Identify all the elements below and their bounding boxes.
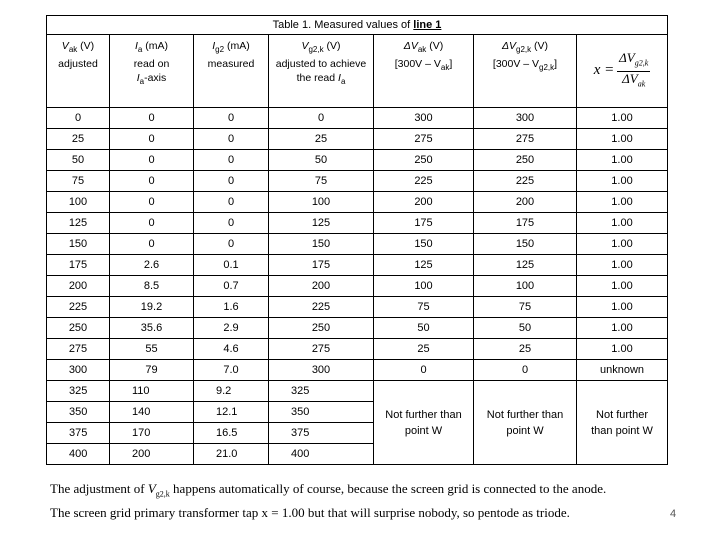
table-cell: 325 (269, 381, 374, 402)
table-caption-prefix: Table 1. Measured values of (272, 19, 411, 31)
table-cell: 400 (269, 444, 374, 465)
table-cell: 1.00 (577, 276, 668, 297)
table-cell: 375 (47, 423, 110, 444)
table-cell: 75 (474, 297, 577, 318)
table-cell: 125 (374, 255, 474, 276)
table-cell: 300 (374, 108, 474, 129)
table-cell: 1.00 (577, 192, 668, 213)
table-cell: 225 (474, 171, 577, 192)
header-ig2: $I_{g2}$ (mA) measured (194, 35, 269, 108)
table-row (47, 150, 668, 171)
table-cell: 50 (47, 150, 110, 171)
table-row (47, 213, 668, 234)
table-cell: 125 (269, 213, 374, 234)
table-cell: 2.9 (194, 318, 269, 339)
table-cell: 275 (269, 339, 374, 360)
table-cell: 16.5 (194, 423, 269, 444)
table-cell: 9.2 (194, 381, 269, 402)
table-cell: 0.7 (194, 276, 269, 297)
table-cell: 200 (110, 444, 194, 465)
table-cell: 170 (110, 423, 194, 444)
table-cell: 400 (47, 444, 110, 465)
table-cell: 225 (374, 171, 474, 192)
table-cell: 1.00 (577, 297, 668, 318)
table-cell: 4.6 (194, 339, 269, 360)
table-cell: 0 (194, 150, 269, 171)
table-cell: 200 (474, 192, 577, 213)
table-cell: 50 (474, 318, 577, 339)
table-cell: 0 (110, 150, 194, 171)
table-row (47, 171, 668, 192)
table-cell: 0 (47, 108, 110, 129)
table-row (47, 318, 668, 339)
table-cell: 1.00 (577, 339, 668, 360)
table-row (47, 297, 668, 318)
table-cell: 0 (110, 192, 194, 213)
table-cell: 7.0 (194, 360, 269, 381)
table-cell: 21.0 (194, 444, 269, 465)
table-cell: 275 (474, 129, 577, 150)
table-cell: 0 (194, 234, 269, 255)
table-row (47, 276, 668, 297)
table-cell: 175 (374, 213, 474, 234)
measured-values-table (46, 15, 668, 465)
table-cell: 25 (47, 129, 110, 150)
table-cell: 75 (374, 297, 474, 318)
table-cell: unknown (577, 360, 668, 381)
table-cell: 100 (269, 192, 374, 213)
table-cell: 150 (269, 234, 374, 255)
table-cell: 175 (47, 255, 110, 276)
table-cell: 25 (269, 129, 374, 150)
table-row (47, 192, 668, 213)
table-cell: 100 (474, 276, 577, 297)
table-cell: 0 (194, 129, 269, 150)
table-cell: 250 (47, 318, 110, 339)
table-cell: 0 (194, 171, 269, 192)
not-further-cell: Not further than point W (474, 381, 577, 465)
table-cell: 150 (374, 234, 474, 255)
table-cell: 0 (194, 192, 269, 213)
table-cell: 35.6 (110, 318, 194, 339)
table-cell: 150 (474, 234, 577, 255)
table-cell: 0 (110, 213, 194, 234)
table-cell: 175 (269, 255, 374, 276)
table-cell: 140 (110, 402, 194, 423)
table-cell: 0 (194, 108, 269, 129)
header-vak: $V_{ak}$ (V) adjusted (47, 35, 110, 108)
table-cell: 300 (474, 108, 577, 129)
table-row (47, 381, 668, 402)
table-row (47, 234, 668, 255)
table-cell: 0 (110, 234, 194, 255)
table-cell: 1.00 (577, 129, 668, 150)
table-cell: 1.00 (577, 150, 668, 171)
header-x-formula: x = $\frac{\Delta V_{g2,k}}{\Delta V_{ak}}$ (577, 35, 668, 108)
table-row (47, 360, 668, 381)
table-cell: 125 (47, 213, 110, 234)
table-cell: 50 (374, 318, 474, 339)
table-caption-emphasis: line 1 (413, 19, 442, 31)
table-row (47, 339, 668, 360)
explanation-note: The adjustment of $V_{g2,k}$ happens automatically of course, because the screen grid is connected to the anode. The screen grid primary transformer tap x = 1.00 but that will surprise nobody, so pentode as triode. (50, 481, 607, 520)
table-cell: 19.2 (110, 297, 194, 318)
table-cell: 75 (269, 171, 374, 192)
header-ia: $I_a$ (mA) read on $I_a$-axis (110, 35, 194, 108)
table-cell: 0 (110, 108, 194, 129)
table-cell: 79 (110, 360, 194, 381)
table-cell: 75 (47, 171, 110, 192)
table-cell: 0 (110, 171, 194, 192)
table-cell: 200 (374, 192, 474, 213)
header-delta-vak: $\Delta V_{ak}$ (V) $[300V - V_{ak}]$ (374, 35, 474, 108)
table-cell: 1.00 (577, 255, 668, 276)
table-cell: 0 (374, 360, 474, 381)
table-header-row (47, 35, 668, 108)
table-cell: 110 (110, 381, 194, 402)
table-cell: 12.1 (194, 402, 269, 423)
table-cell: 300 (47, 360, 110, 381)
header-vg2k: $V_{g2,k}$ (V) adjusted to achieve the read $I_a$ (269, 35, 374, 108)
table-cell: 25 (374, 339, 474, 360)
table-cell: 55 (110, 339, 194, 360)
header-delta-vg2k: $\Delta V_{g2,k}$ (V) $[300V - V_{g2,k}]$ (474, 35, 577, 108)
table-cell: 350 (269, 402, 374, 423)
table-cell: 100 (374, 276, 474, 297)
table-cell: 1.00 (577, 234, 668, 255)
table-cell: 375 (269, 423, 374, 444)
table-cell: 100 (47, 192, 110, 213)
table-cell: 325 (47, 381, 110, 402)
table-cell: 250 (269, 318, 374, 339)
page-number: 4 (670, 508, 677, 520)
table-cell: 0 (474, 360, 577, 381)
table-caption (47, 16, 668, 35)
not-further-cell: Not further than point W (577, 381, 668, 465)
not-further-cell: Not further than point W (374, 381, 474, 465)
table-cell: 200 (269, 276, 374, 297)
table-cell: 225 (47, 297, 110, 318)
table-cell: 1.00 (577, 318, 668, 339)
table-cell: 0.1 (194, 255, 269, 276)
table-cell: 300 (269, 360, 374, 381)
table-cell: 8.5 (110, 276, 194, 297)
table-cell: 125 (474, 255, 577, 276)
table-cell: 150 (47, 234, 110, 255)
table-cell: 275 (374, 129, 474, 150)
table-cell: 0 (110, 129, 194, 150)
table-cell: 275 (47, 339, 110, 360)
table-row (47, 255, 668, 276)
table-cell: 250 (374, 150, 474, 171)
table-row (47, 129, 668, 150)
table-cell: 25 (474, 339, 577, 360)
table-cell: 225 (269, 297, 374, 318)
table-cell: 0 (194, 213, 269, 234)
table-cell: 1.00 (577, 213, 668, 234)
table-cell: 50 (269, 150, 374, 171)
table-cell: 350 (47, 402, 110, 423)
table-cell: 175 (474, 213, 577, 234)
table-cell: 0 (269, 108, 374, 129)
table-row (47, 108, 668, 129)
table-cell: 1.00 (577, 108, 668, 129)
table-cell: 1.6 (194, 297, 269, 318)
table-cell: 1.00 (577, 171, 668, 192)
table-cell: 250 (474, 150, 577, 171)
table-cell: 2.6 (110, 255, 194, 276)
table-cell: 200 (47, 276, 110, 297)
